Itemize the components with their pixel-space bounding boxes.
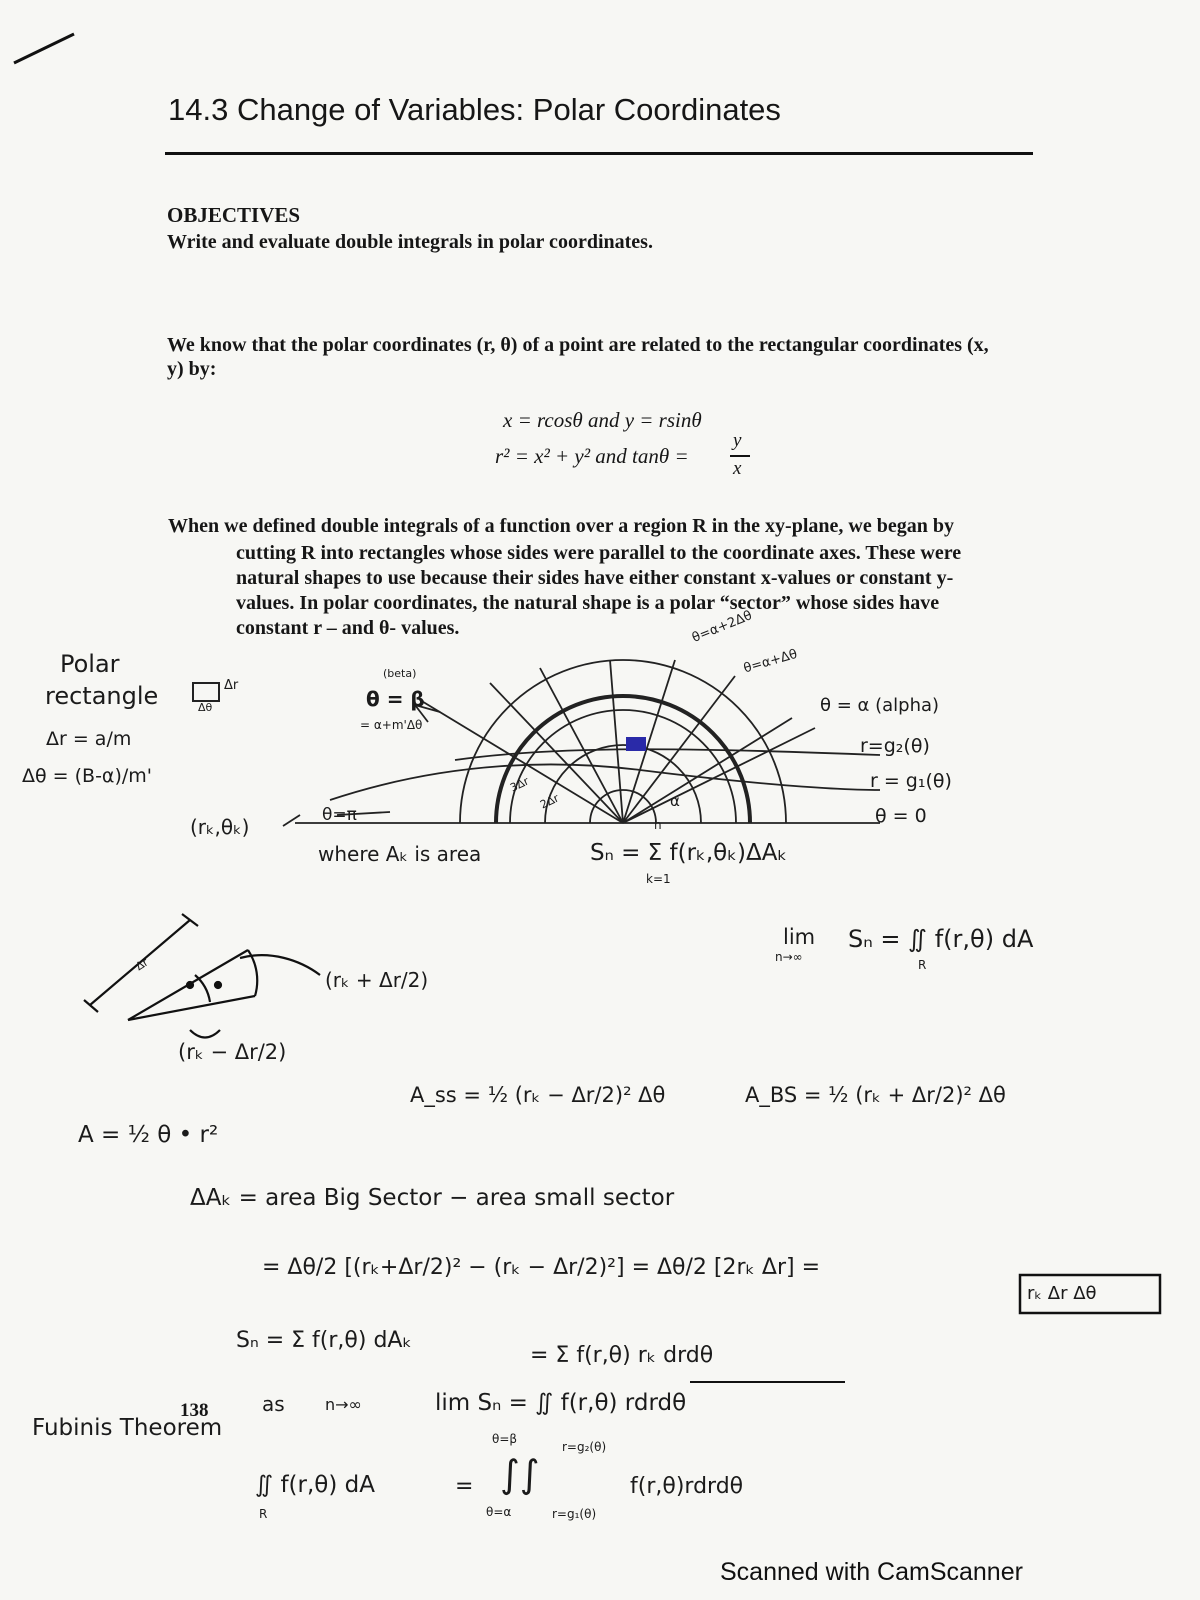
- note-theta-alpha: θ = α (alpha): [820, 695, 940, 716]
- note-two-dr: 2Δr: [538, 791, 561, 812]
- note-limit-sub: n→∞: [775, 950, 803, 964]
- scan-mark: [14, 34, 74, 63]
- note-dtheta-eq: Δθ = (B-α)/m': [22, 765, 152, 787]
- note-where: where Aₖ is area: [318, 842, 482, 866]
- equation-2-denominator: x: [733, 458, 742, 479]
- scanner-watermark: Scanned with CamScanner: [720, 1558, 1023, 1586]
- note-r-g1: r = g₁(θ): [870, 770, 952, 792]
- note-a-bs: A_BS = ½ (rₖ + Δr/2)² Δθ: [745, 1083, 1006, 1107]
- note-sn-line-right: = Σ f(r,θ) rₖ drdθ: [530, 1343, 714, 1368]
- note-lim-sn: lim Sₙ = ∬ f(r,θ) rdrdθ: [435, 1390, 687, 1416]
- note-sn-line-left: Sₙ = Σ f(r,θ) dAₖ: [236, 1328, 412, 1353]
- title-rule: [165, 152, 1033, 155]
- equation-2-numerator: y: [733, 430, 742, 451]
- note-fubini: Fubinis Theorem: [32, 1415, 223, 1441]
- note-n-inf: n→∞: [325, 1395, 362, 1414]
- page-title: 14.3 Change of Variables: Polar Coordinates: [168, 92, 781, 127]
- boxed-result: rₖ Δr Δθ: [1027, 1283, 1097, 1304]
- objectives-heading: OBJECTIVES: [167, 203, 301, 227]
- note-theta-pi: θ=π: [322, 805, 357, 825]
- note-bracket-line: = Δθ/2 [(rₖ+Δr/2)² − (rₖ − Δr/2)²] = Δθ/2 [2rₖ Δr] =: [262, 1255, 821, 1280]
- note-final-lower-inner: r=g₁(θ): [552, 1507, 597, 1521]
- note-limit-right: Sₙ = ∬ f(r,θ) dA: [848, 925, 1034, 953]
- polar-region-diagram: [283, 660, 880, 826]
- fraction-bar: [730, 455, 750, 457]
- note-dr-eq: Δr = a/m: [46, 728, 132, 750]
- note-rectangle: rectangle: [45, 682, 159, 710]
- polar-rectangle-box: [193, 683, 219, 701]
- note-sector-dr: Δr: [133, 955, 151, 974]
- equation-1: x = rcosθ and y = rsinθ: [503, 408, 702, 432]
- note-theta-beta: θ = β: [366, 687, 425, 711]
- note-rk-plus: (rₖ + Δr/2): [325, 968, 429, 992]
- note-three-dr: 3Δr: [508, 774, 531, 795]
- note-final-left: ∬ f(r,θ) dA: [255, 1472, 375, 1498]
- note-rect-dr: Δr: [224, 678, 239, 693]
- note-sum-bottom: k=1: [646, 872, 671, 886]
- note-final-eq: =: [455, 1474, 474, 1499]
- equation-2: r² = x² + y² and tanθ =: [495, 444, 689, 468]
- note-rk-thetak: (rₖ,θₖ): [190, 815, 250, 839]
- iterated-integral-signs: ∫∫: [500, 1452, 540, 1496]
- note-as: as: [262, 1392, 285, 1416]
- note-final-upper-inner: r=g₂(θ): [562, 1440, 607, 1454]
- paragraph-rest: cutting R into rectangles whose sides were parallel to the coordinate axes. These were natural shapes to use because their sides have either constant x-values or constant y-values. In polar coordinates, the natural shape is a polar “sector” whose sides have constant r – and θ- values.: [236, 542, 962, 639]
- sector-drawing: [84, 914, 320, 1038]
- note-theta-a1: θ=α+Δθ: [742, 646, 800, 677]
- intro-text: We know that the polar coordinates (r, θ) of a point are related to the rectangular coordinates (x, y) by:: [167, 334, 989, 380]
- note-final-lower-outer: θ=α: [486, 1505, 512, 1519]
- note-final-upper-outer: θ=β: [492, 1432, 518, 1446]
- note-a-ss: A_ss = ½ (rₖ − Δr/2)² Δθ: [410, 1083, 666, 1107]
- note-beta: (beta): [383, 667, 417, 680]
- note-rect-dtheta: Δθ: [198, 701, 213, 714]
- note-final-R: R: [259, 1507, 268, 1521]
- note-polar: Polar: [60, 650, 120, 678]
- note-area-formula: A = ½ θ • r²: [78, 1122, 219, 1148]
- note-rk-minus: (rₖ − Δr/2): [178, 1040, 287, 1064]
- page-number: 138: [180, 1400, 209, 1421]
- objectives-text: Write and evaluate double integrals in polar coordinates.: [167, 231, 653, 253]
- note-r-g2: r=g₂(θ): [860, 735, 930, 757]
- note-limit-R: R: [918, 958, 927, 972]
- note-sum-top: n: [654, 818, 662, 832]
- paragraph-first-line: When we defined double integrals of a function over a region R in the xy-plane, we began by: [168, 515, 954, 537]
- note-alpha-small: α: [670, 792, 680, 810]
- note-theta-a2: θ=α+2Δθ: [690, 608, 755, 646]
- note-dak-line: ΔAₖ = area Big Sector − area small sector: [190, 1185, 675, 1211]
- note-limit-left: lim: [783, 925, 816, 949]
- note-sn-sum: Sₙ = Σ f(rₖ,θₖ)ΔAₖ: [590, 840, 788, 866]
- note-beta-expr: = α+m'Δθ: [360, 718, 423, 732]
- note-theta-0: θ = 0: [875, 805, 927, 827]
- note-final-integrand: f(r,θ)rdrdθ: [630, 1474, 744, 1499]
